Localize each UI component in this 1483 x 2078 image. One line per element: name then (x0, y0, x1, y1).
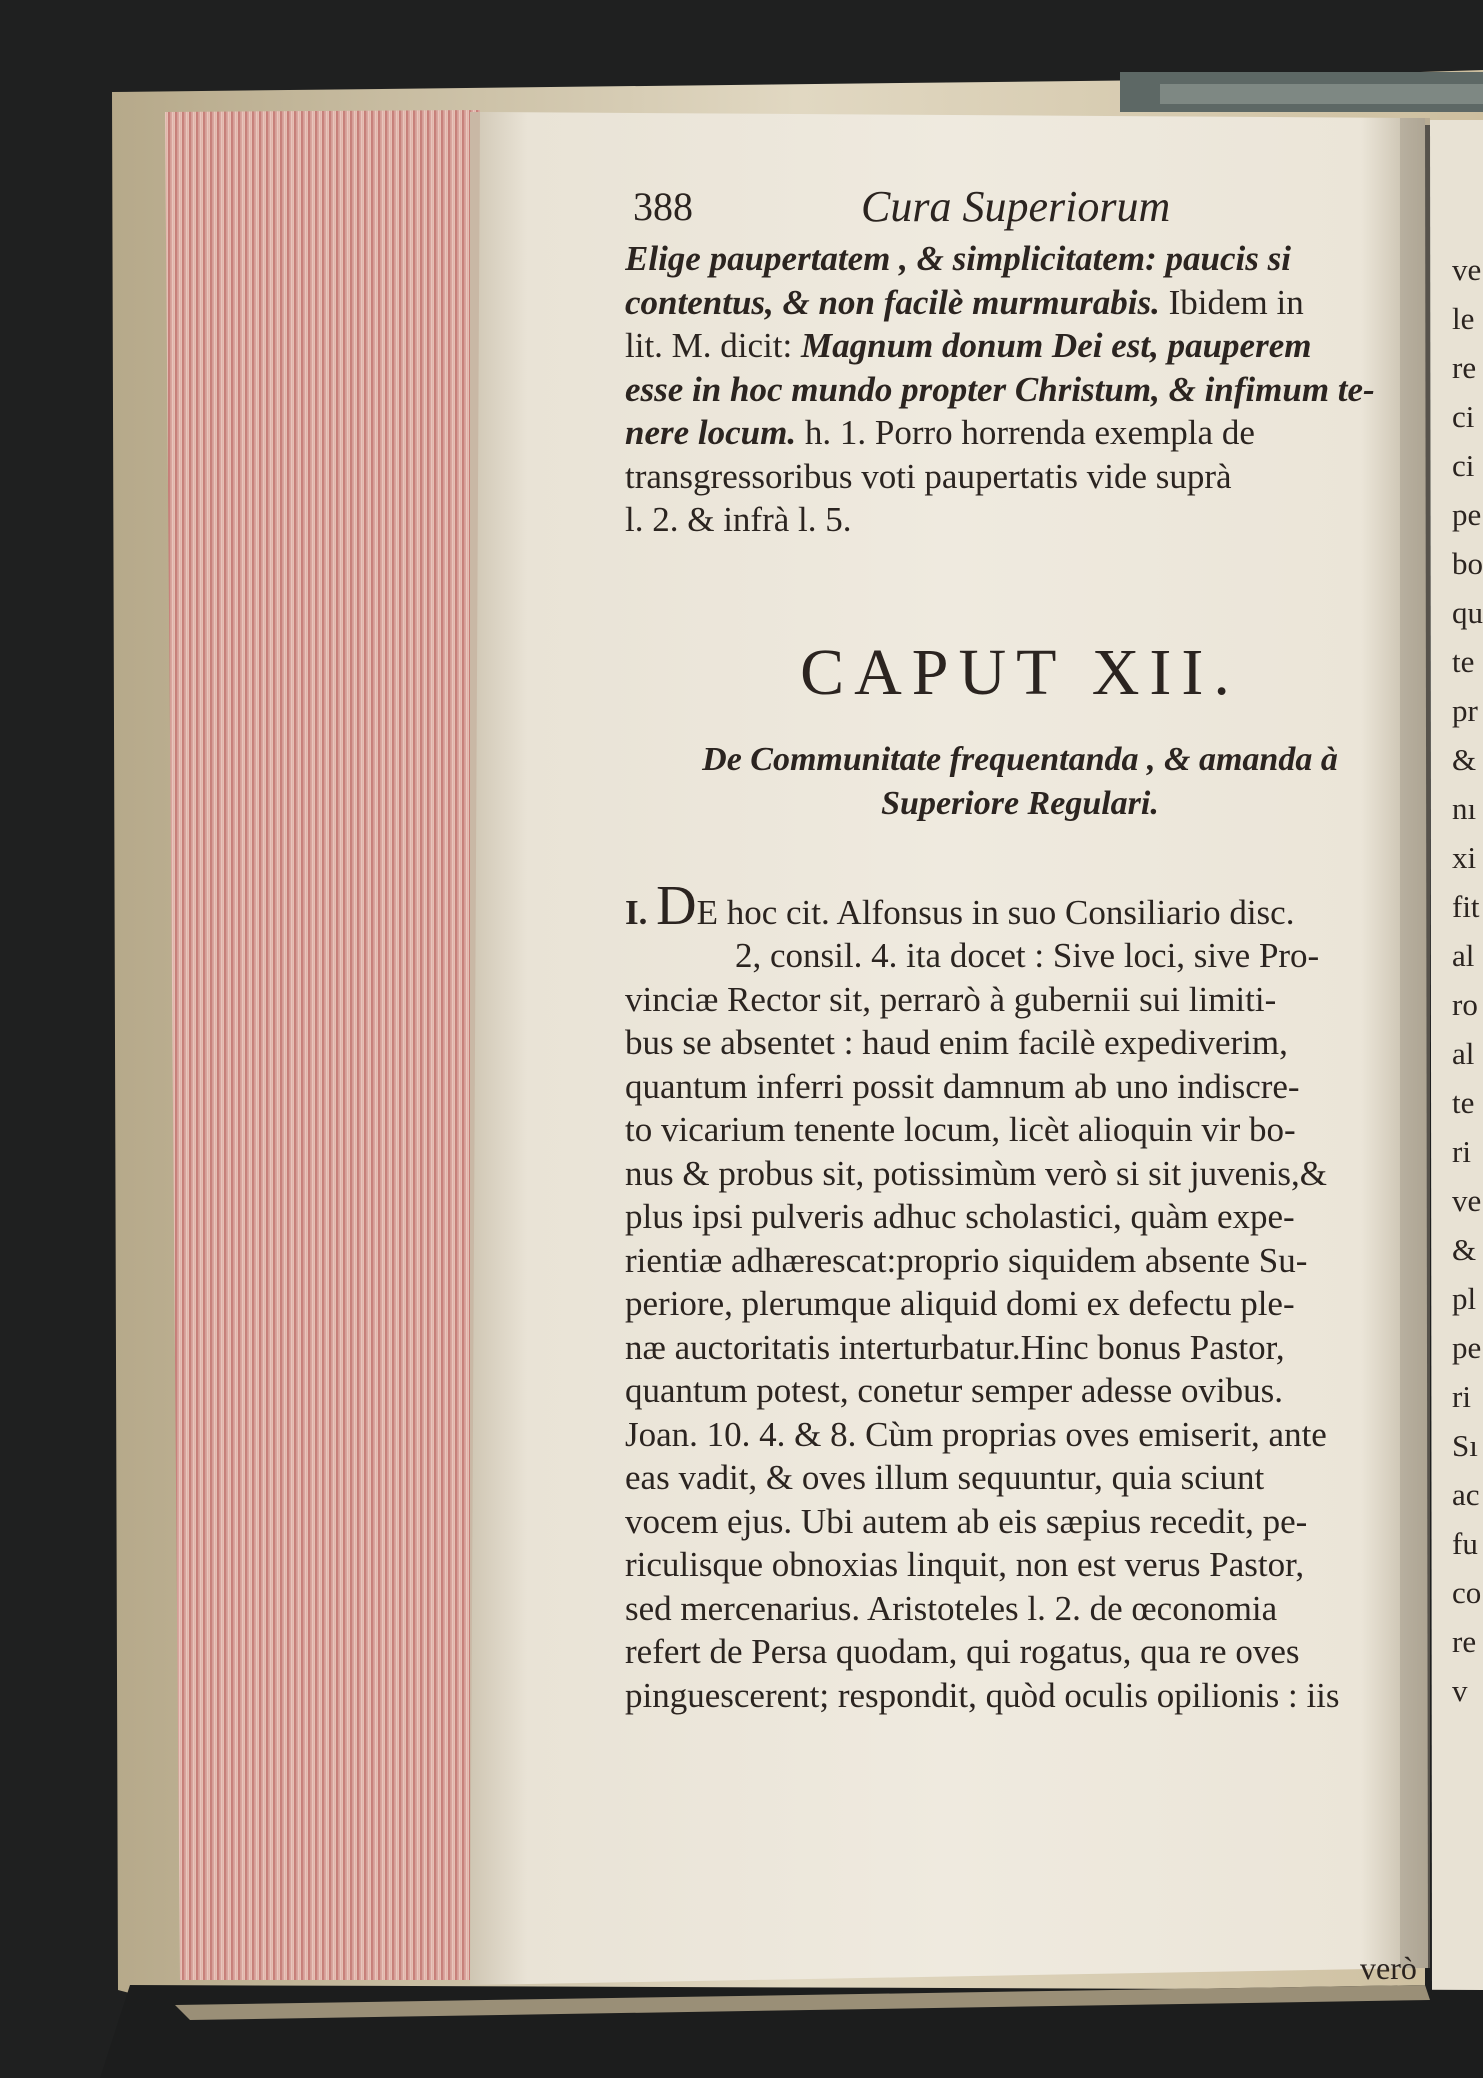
fragment: te (1452, 1085, 1475, 1120)
text-line: l. 2. & infrà l. 5. (625, 500, 852, 539)
chapter-subtitle (625, 738, 1415, 826)
text-line: riculisque obnoxias linquit, non est verus Pastor, (625, 1545, 1305, 1584)
running-head (625, 182, 1415, 237)
text-line: quantum potest, conetur semper adesse ovibus. (625, 1371, 1284, 1410)
text-line: nere locum. h. 1. Porro horrenda exempla de (625, 413, 1255, 452)
fragment: & (1452, 742, 1477, 777)
text-line: 2, consil. 4. ita docet : Sive loci, sive Pro- (735, 936, 1320, 975)
fragment: le (1452, 301, 1475, 336)
fragment: nı (1452, 791, 1477, 826)
catchword: verò (1360, 1950, 1417, 1986)
drop-cap: D (656, 885, 697, 934)
fragment: pe (1452, 1330, 1482, 1365)
page-text (625, 182, 1415, 1717)
facing-page-fragments (1452, 245, 1483, 1715)
text-line: quantum inferri possit damnum ab uno indiscre- (625, 1066, 1300, 1106)
fragment: fu (1452, 1526, 1478, 1561)
text-line: bus se absentet : haud enim facilè expediverim, (625, 1023, 1288, 1062)
page-number: 388 (633, 184, 693, 229)
fragment: pr (1452, 693, 1478, 728)
text-line: sed mercenarius. Aristoteles l. 2. de œconomia (625, 1588, 1278, 1628)
text-line: refert de Persa quodam, qui rogatus, qua re oves (625, 1632, 1300, 1671)
fragment: re (1452, 1624, 1477, 1659)
fragment: & (1452, 1232, 1477, 1267)
subtitle-line: De Communitate frequentanda , & amanda à (702, 740, 1338, 778)
fragment: co (1452, 1575, 1482, 1610)
text-line: Joan. 10. 4. & 8. Cùm proprias oves emiserit, ante (625, 1414, 1327, 1454)
text-line: eas vadit, & oves illum sequuntur, quia sciunt (625, 1458, 1265, 1497)
fragment: ci (1452, 399, 1475, 434)
fragment: xi (1452, 840, 1477, 875)
fragment: te (1452, 644, 1475, 679)
text-line: Elige paupertatem , & simplicitatem: paucis si (625, 239, 1291, 278)
fragment: bo (1452, 546, 1483, 581)
chapter-title: CAPUT XII. (800, 635, 1240, 709)
body-paragraph (625, 886, 1415, 1718)
text-line: contentus, & non facilè murmurabis. Ibidem in (625, 282, 1304, 322)
text-line: nus & probus sit, potissimùm verò si sit juvenis,& (625, 1153, 1327, 1193)
fragment: ac (1452, 1477, 1480, 1512)
fragment: al (1452, 1036, 1475, 1071)
fragment: fit (1452, 889, 1480, 924)
fragment: ve (1452, 1183, 1482, 1218)
text-line: transgressoribus voti paupertatis vide suprà (625, 456, 1232, 496)
fragment: ri (1452, 1134, 1471, 1169)
subtitle-line: Superiore Regulari. (881, 784, 1159, 822)
text-line: periore, plerumque aliquid domi ex defectu ple- (625, 1284, 1295, 1323)
fragment: ro (1452, 987, 1478, 1022)
fragment: pl (1452, 1281, 1477, 1316)
text-line: plus ipsi pulveris adhuc scholastici, quàm expe- (625, 1197, 1295, 1236)
text-line: vocem ejus. Ubi autem ab eis sæpius recedit, pe- (625, 1501, 1308, 1541)
section-number: I. (625, 892, 648, 932)
fragment: ve (1452, 252, 1482, 287)
intro-paragraph (625, 237, 1415, 542)
text-line: pinguescerent; respondit, quòd oculis opilionis : iis (625, 1675, 1340, 1715)
running-title: Cura Superiorum (861, 182, 1171, 231)
fragment: qu (1452, 595, 1483, 630)
text-line: rientiæ adhærescat:proprio siquidem absente Su- (625, 1240, 1308, 1280)
fragment: Sı (1452, 1428, 1478, 1463)
fragment: re (1452, 350, 1477, 385)
fragment: ci (1452, 448, 1475, 483)
fragment: pe (1452, 497, 1482, 532)
text-line: lit. M. dicit: Magnum donum Dei est, pauperem (625, 326, 1312, 365)
text-line: vinciæ Rector sit, perrarò à gubernii sui limiti- (625, 979, 1277, 1019)
text-line: esse in hoc mundo propter Christum, & infimum te- (625, 369, 1375, 409)
text-line: to vicarium tenente locum, licèt alioquin vir bo- (625, 1110, 1296, 1149)
fragment: al (1452, 938, 1475, 973)
text-line: I. DE hoc cit. Alfonsus in suo Consiliario disc. (625, 886, 1415, 935)
fragment: v (1452, 1673, 1468, 1708)
fragment: ri (1452, 1379, 1471, 1414)
text-line: næ auctoritatis interturbatur.Hinc bonus Pastor, (625, 1327, 1285, 1367)
